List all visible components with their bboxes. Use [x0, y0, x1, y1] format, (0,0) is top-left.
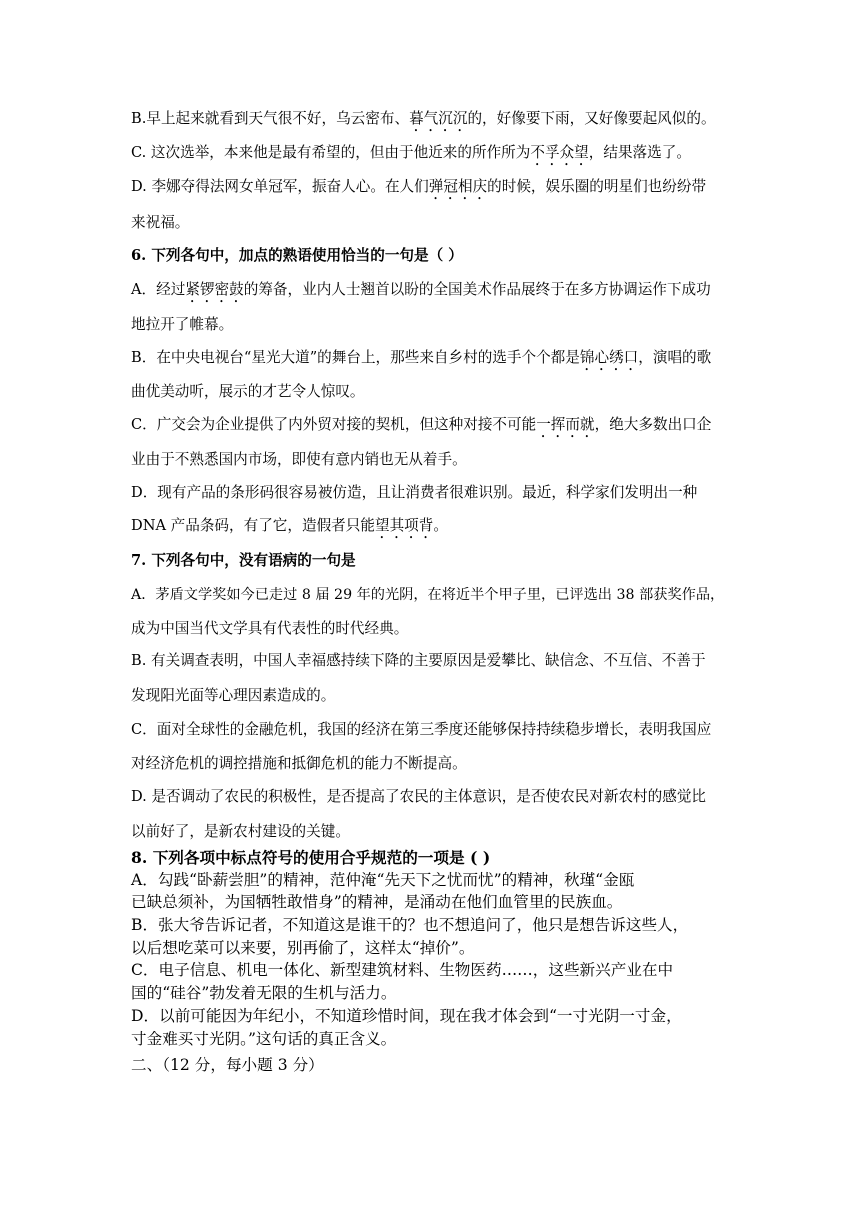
q8-option-a-line2: 已缺总须补，为国牺牲敢惜身”的精神，是涌动在他们血管里的民族血。: [131, 893, 623, 911]
q5-option-b-text-end: 的，好像要下雨，又好像要起风似的。: [467, 110, 716, 127]
q6-option-a-line1: [131, 279, 731, 306]
q6-option-b-line1: [131, 347, 731, 374]
q8-option-c-line1: C．电子信息、机电一体化、新型建筑材料、生物医药……，这些新兴产业在中: [131, 961, 674, 979]
q7-option-b-line1: B. 有关调查表明，中国人幸福感持续下降的主要原因是爱攀比、缺信念、不互信、不善于: [131, 652, 706, 669]
q5-option-b-idiom: 暮气沉沉: [409, 110, 468, 127]
q8-option-b-line1: B．张大爷告诉记者，不知道这是谁干的？也不想追问了，他只是想告诉这些人，: [131, 916, 689, 934]
q6-option-c-line1: [131, 414, 731, 441]
q6-option-b-text: B．在中央电视台“星光大道”的舞台上，那些来自乡村的选手个个都是: [131, 349, 580, 366]
q7-stem: 7. 下列各句中，没有语病的一句是: [131, 552, 356, 569]
q6-option-c-idiom: 一挥而就: [536, 416, 595, 433]
q6-option-b-line2: 曲优美动听，展示的才艺令人惊叹。: [131, 383, 365, 400]
q8-option-d-line2: 寸金难买寸光阴。”这句话的真正含义。: [131, 1030, 397, 1048]
q5-option-d-idiom: 弹冠相庆: [428, 178, 488, 195]
q7-option-d-line1: D. 是否调动了农民的积极性，是否提高了农民的主体意识，是否使农民对新农村的感觉比: [131, 788, 707, 805]
section-two-heading: 二、（12 分，每小题 3 分）: [131, 1056, 324, 1074]
q5-option-d-line1: [131, 176, 731, 203]
q6-option-c-text: C．广交会为企业提供了内外贸对接的契机，但这种对接不可能: [131, 416, 537, 433]
q6-option-b-text-end: ，演唱的歌: [638, 349, 712, 366]
q5-option-c-idiom: 不孚众望: [530, 144, 589, 161]
q5-option-c-text-end: ，结果落选了。: [588, 144, 691, 161]
q7-option-c-line2: 对经济危机的调控措施和抵御危机的能力不断提高。: [131, 755, 467, 772]
q6-option-d-line2: [131, 515, 731, 542]
q6-option-d-idiom: 望其项背: [374, 517, 434, 534]
q7-option-a-line2: 成为中国当代文学具有代表性的时代经典。: [131, 620, 409, 637]
q7-option-d-line2: 以前好了，是新农村建设的关键。: [131, 823, 350, 840]
q7-option-b-line2: 发现阳光面等心理因素造成的。: [131, 687, 336, 704]
q6-option-a-line2: 地拉开了帷幕。: [131, 316, 234, 333]
q8-option-c-line2: 国的“硅谷”勃发着无限的生机与活力。: [131, 984, 397, 1002]
q5-option-d-line2: 来祝福。: [131, 214, 190, 231]
q5-option-d-text-end: 的时候，娱乐圈的明星们也纷纷带: [487, 178, 707, 195]
q7-option-c-line1: C．面对全球性的金融危机，我国的经济在第三季度还能够保持持续稳步增长，表明我国应: [131, 721, 712, 738]
q5-option-b: [131, 108, 731, 135]
q5-option-b-text: B.早上起来就看到天气很不好，乌云密布、: [131, 110, 410, 127]
q6-option-b-idiom: 锦心绣口: [579, 349, 639, 366]
q8-option-b-line2: 以后想吃菜可以来要，别再偷了，这样太“掉价”。: [131, 939, 475, 957]
q6-option-d-text: DNA 产品条码，有了它，造假者只能: [131, 517, 375, 534]
q6-option-a-idiom: 紧锣密鼓: [185, 281, 244, 298]
q5-option-c-text: C. 这次选举，本来他是最有希望的，但由于他近来的所作所为: [131, 144, 531, 161]
q6-option-a-text-end: 的筹备，业内人士翘首以盼的全国美术作品展终于在多方协调运作下成功: [243, 281, 711, 298]
q8-option-a-line1: A．勾践“卧薪尝胆”的精神，范仲淹“先天下之忧而忧”的精神，秋瑾“金瓯: [131, 871, 635, 889]
q6-option-d-line1: D．现有产品的条形码很容易被仿造，且让消费者很难识别。最近，科学家们发明出一种: [131, 484, 698, 501]
q5-option-c: [131, 142, 731, 169]
q6-option-a-text: A．经过: [131, 281, 186, 298]
q6-stem: 6. 下列各句中，加点的熟语使用恰当的一句是（ ）: [131, 247, 463, 264]
q6-option-c-line2: 业由于不熟悉国内市场，即使有意内销也无从着手。: [131, 451, 467, 468]
q8-option-d-line1: D．以前可能因为年纪小，不知道珍惜时间，现在我才体会到“一寸光阴一寸金，: [131, 1007, 682, 1025]
q8-stem: 8. 下列各项中标点符号的使用合乎规范的一项是 ( ): [131, 848, 491, 867]
q7-option-a-line1: A．茅盾文学奖如今已走过 8 届 29 年的光阴，在将近半个甲子里，已评选出 38 部获奖作品，: [131, 587, 725, 603]
q6-option-d-text-end: 。: [433, 517, 448, 534]
q5-option-d-text: D. 李娜夺得法网女单冠军，振奋人心。在人们: [131, 178, 429, 195]
q6-option-c-text-end: ，绝大多数出口企: [594, 416, 712, 433]
